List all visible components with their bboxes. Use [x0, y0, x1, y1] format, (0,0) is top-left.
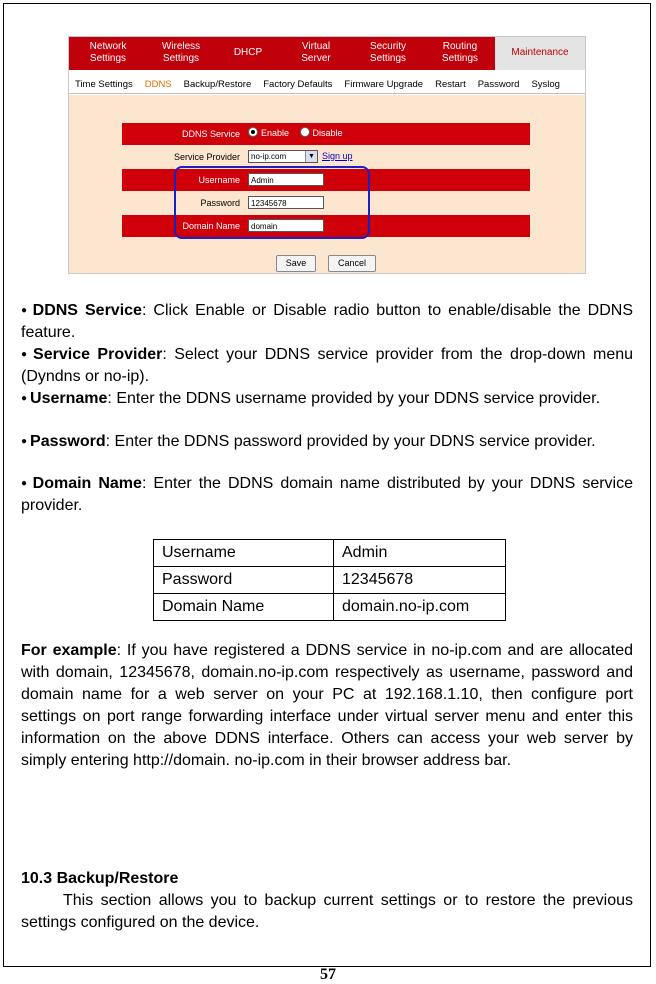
table-cell: 12345678 [334, 567, 506, 594]
page-number: 57 [320, 966, 336, 983]
enable-label: Enable [261, 128, 290, 138]
cancel-button[interactable]: Cancel [328, 255, 376, 272]
bullet-icon: ● [21, 349, 31, 360]
subtab-backup-restore[interactable]: Backup/Restore [183, 79, 252, 90]
highlight-outline [174, 166, 370, 239]
table-cell: Password [154, 567, 334, 594]
save-button[interactable]: Save [276, 255, 316, 272]
tab-network-settings[interactable]: Network Settings [89, 41, 127, 64]
tab-wireless-settings[interactable]: Wireless Settings [161, 41, 201, 64]
subtab-factory-defaults[interactable]: Factory Defaults [263, 79, 333, 90]
example-paragraph: For example: If you have registered a DDNS service in no-ip.com and are allocated with domain, 12345678, domain.no-ip.com respectively as username, password and domain name for a web server on your PC at 192.168.1.10, then configure port settings on port range forwarding interface under virtual server menu and enter this information on the above DDNS interface. Others can access your web server by simply entering http://domain. no-ip.com in their browser address bar. [21, 642, 633, 769]
tab-security-settings[interactable]: Security Settings [369, 41, 407, 64]
table-cell: Username [154, 540, 334, 567]
row-ddns-service [122, 123, 530, 145]
tab-dhcp[interactable]: DHCP [233, 47, 263, 58]
subtab-time-settings[interactable]: Time Settings [75, 79, 133, 90]
router-screenshot [68, 36, 586, 274]
bullet-icon: ● [21, 305, 30, 316]
bullet-icon: ● [21, 436, 28, 447]
subtab-password[interactable]: Password [477, 79, 520, 90]
section-heading: 10.3 Backup/Restore [21, 870, 179, 887]
bullet-icon: ● [21, 393, 28, 404]
subtab-ddns[interactable]: DDNS [144, 79, 172, 90]
disable-label: Disable [312, 128, 343, 138]
table-cell: Admin [334, 540, 506, 567]
bullet-domain-name: ● Domain Name: Enter the DDNS domain name distributed by your DDNS service provider. [21, 475, 633, 514]
subtab-firmware-upgrade[interactable]: Firmware Upgrade [344, 79, 424, 90]
bullet-ddns-service: ● DDNS Service: Click Enable or Disable radio button to enable/disable the DDNS feature. [21, 302, 633, 341]
table-cell: domain.no-ip.com [334, 594, 506, 621]
subtab-restart[interactable]: Restart [435, 79, 466, 90]
username-input[interactable]: Admin [248, 173, 324, 186]
main-nav [69, 37, 585, 70]
disable-radio[interactable] [300, 127, 310, 137]
subtab-syslog[interactable]: Syslog [531, 79, 560, 90]
table-row [154, 594, 506, 621]
table-row [154, 567, 506, 594]
service-provider-label: Service Provider [173, 152, 240, 162]
row-service-provider [122, 146, 530, 168]
tab-routing-settings[interactable]: Routing Settings [441, 41, 479, 64]
tab-virtual-server[interactable]: Virtual Server [301, 41, 331, 64]
tab-maintenance[interactable]: Maintenance [495, 37, 585, 70]
domain-name-label: Domain Name [182, 221, 240, 231]
example-credentials-table [153, 539, 506, 621]
sub-nav [69, 77, 585, 94]
bullet-service-provider: ● Service Provider: Select your DDNS service provider from the drop-down menu (Dyndns or no-ip). [21, 346, 634, 385]
username-label: Username [198, 175, 240, 185]
chevron-down-icon: ▼ [305, 151, 317, 162]
bullet-icon: ● [21, 478, 30, 489]
enable-radio[interactable] [248, 127, 258, 137]
domain-name-input[interactable]: domain [248, 219, 324, 232]
bullet-password: ● Password: Enter the DDNS password provided by your DDNS service provider. [21, 433, 596, 450]
password-input[interactable]: 12345678 [248, 196, 324, 209]
ddns-service-label: DDNS Service [181, 129, 240, 139]
password-label: Password [200, 198, 240, 208]
bullet-username: ● Username: Enter the DDNS username provided by your DDNS service provider. [21, 390, 601, 407]
section-paragraph: This section allows you to backup current settings or to restore the previous settings configured on the device. [21, 892, 633, 931]
table-row [154, 540, 506, 567]
table-cell: Domain Name [154, 594, 334, 621]
sign-up-link[interactable]: Sign up [322, 150, 353, 161]
service-provider-select[interactable]: no-ip.com ▼ [248, 150, 318, 163]
